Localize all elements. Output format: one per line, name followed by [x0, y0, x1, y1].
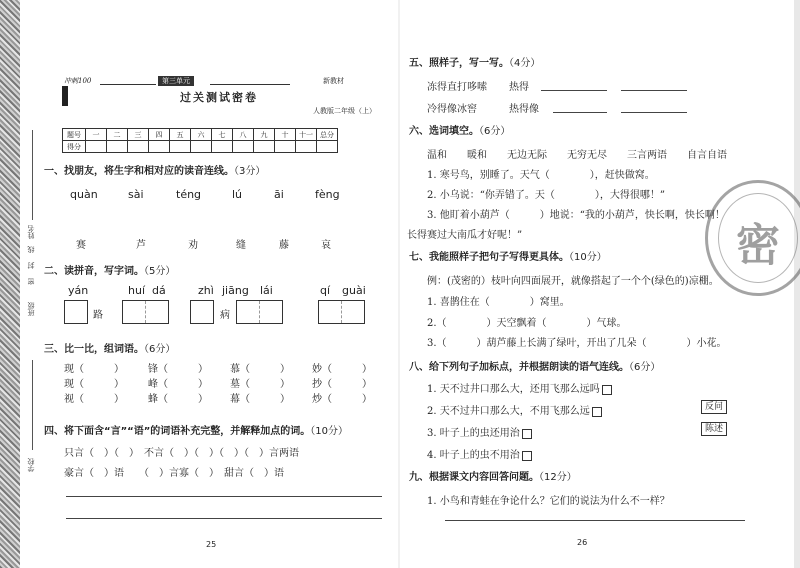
pinyin-hui: huí: [128, 284, 145, 297]
punctuation-box[interactable]: [522, 451, 532, 461]
score-input-cell[interactable]: [170, 141, 191, 153]
pinyin-yan: yán: [68, 284, 89, 297]
page-number-right: 26: [577, 538, 588, 547]
score-input-cell[interactable]: [128, 141, 149, 153]
tone-rhetorical[interactable]: 反问: [701, 400, 727, 414]
secret-stamp: [705, 180, 800, 296]
question-2-title: [44, 262, 175, 277]
question-2-text: 二、读拼音，写字词。: [44, 266, 144, 277]
example-2: 冷得像冰窖: [427, 104, 477, 115]
edition-label: 新教材: [323, 77, 344, 85]
score-input-cell[interactable]: [107, 141, 128, 153]
brand-label: 冲刺100: [64, 77, 92, 85]
binding-info: [22, 0, 40, 568]
punctuation-box[interactable]: [592, 407, 602, 417]
unit-badge: 第三单元: [158, 76, 194, 86]
pinyin-quan: quàn: [70, 188, 98, 201]
writing-grid-3[interactable]: [190, 300, 214, 324]
score-table-score-row: [63, 141, 338, 153]
writing-grid-5[interactable]: [318, 300, 365, 324]
score-input-cell[interactable]: [191, 141, 212, 153]
prompt-1: 热得: [509, 82, 529, 93]
punct-text: 3. 叶子上的虫还用治: [427, 428, 520, 439]
question-7-title: [409, 248, 607, 263]
question-4-title: [44, 422, 348, 437]
score-cell: 一: [86, 129, 107, 141]
xian-label: 线: [27, 246, 35, 253]
writing-grid-2[interactable]: [122, 300, 169, 324]
score-table-header-row: [63, 129, 338, 141]
compare-group-3: [230, 362, 290, 407]
page-fold: [398, 0, 400, 568]
answer-line[interactable]: [553, 112, 607, 113]
score-input-cell[interactable]: [275, 141, 296, 153]
exam-title: 过关测试密卷: [180, 91, 258, 104]
fill-sentence-1: 1. 寒号鸟，别睡了。天气（ ），赶快做窝。: [427, 170, 655, 181]
score-input-cell[interactable]: [149, 141, 170, 153]
question-8-text: 八、给下列句子加标点，并根据朗读的语气连线。: [409, 362, 629, 373]
example-1: 冻得直打哆嗦: [427, 82, 487, 93]
char-ai: 哀: [321, 240, 331, 251]
question-6-score: （6分）: [479, 126, 511, 137]
expand-sentence-1: 1. 喜鹊住在（ ）窝里。: [427, 297, 570, 308]
answer-line[interactable]: [621, 90, 687, 91]
school-line: [32, 360, 33, 450]
expand-sentence-3: 3.（ ）葫芦藤上长满了绿叶，开出了几朵（ ）小花。: [427, 338, 727, 349]
compare-item: 慕（ ）: [230, 364, 290, 375]
pinyin-sai: sài: [128, 188, 144, 201]
tone-declarative[interactable]: 陈述: [701, 422, 727, 436]
page-number-left: 25: [206, 540, 217, 549]
question-4-text: 四、将下面含“言”“语”的词语补充完整，并解释加点的词。: [44, 426, 311, 437]
pinyin-jiang: jiāng: [222, 284, 249, 297]
compare-item: 现（ ）: [64, 379, 124, 390]
pinyin-ai: āi: [274, 188, 284, 201]
question-7-text: 七、我能照样子把句子写得更具体。: [409, 252, 569, 263]
char-lu: 芦: [136, 240, 146, 251]
stamp-glyph: 密: [736, 220, 780, 271]
score-input-cell[interactable]: [254, 141, 275, 153]
question-5-title: [409, 54, 540, 69]
writing-grid-4[interactable]: [236, 300, 283, 324]
word-bank: 温和 暖和 无边无际 无穷无尽 三言两语 自言自语: [427, 150, 727, 161]
feng-label: 封: [27, 262, 35, 269]
compare-item: 炒（ ）: [312, 394, 372, 405]
score-table: [62, 128, 338, 153]
punct-text: 2. 天不过井口那么大，不用飞那么远: [427, 406, 590, 417]
fill-sentence-3: 3. 他盯着小葫芦（ ）地说：“我的小葫芦，快长啊，快长啊！: [427, 210, 725, 221]
score-cell: 得分: [63, 141, 86, 153]
pinyin-feng: fèng: [315, 188, 340, 201]
score-input-cell[interactable]: [233, 141, 254, 153]
score-input-cell[interactable]: [86, 141, 107, 153]
score-cell: 十: [275, 129, 296, 141]
writing-grid-1[interactable]: [64, 300, 88, 324]
question-9-title: [409, 468, 577, 483]
question-8-score: （6分）: [629, 362, 661, 373]
answer-line[interactable]: [66, 496, 382, 497]
question-5-text: 五、照样子，写一写。: [409, 58, 509, 69]
answer-question-1: 1. 小鸟和青蛙在争论什么？它们的说法为什么不一样？: [427, 496, 670, 507]
question-7-score: （10分）: [569, 252, 607, 263]
compare-item: 锋（ ）: [148, 364, 208, 375]
punct-sentence-2: [427, 402, 602, 417]
score-input-cell[interactable]: [212, 141, 233, 153]
punctuation-box[interactable]: [522, 429, 532, 439]
compare-item: 峰（ ）: [148, 379, 208, 390]
prompt-2: 热得像: [509, 104, 539, 115]
compare-item: 幕（ ）: [230, 394, 290, 405]
answer-line[interactable]: [66, 518, 382, 519]
pinyin-lai: lái: [260, 284, 273, 297]
score-cell: 题号: [63, 129, 86, 141]
question-4-score: （10分）: [310, 426, 349, 437]
question-6-title: [409, 122, 510, 137]
punctuation-box[interactable]: [602, 385, 612, 395]
compare-group-2: [148, 362, 208, 407]
score-input-cell[interactable]: [296, 141, 317, 153]
compare-item: 现（ ）: [64, 364, 124, 375]
char-feng: 缝: [236, 240, 246, 251]
school-label: 学校: [27, 458, 35, 472]
expand-example: 例：(茂密的）枝叶向四面展开，就像搭起了一个个(绿色的)凉棚。: [427, 276, 719, 287]
answer-line[interactable]: [541, 90, 607, 91]
punct-sentence-1: [427, 380, 612, 395]
score-cell: 四: [149, 129, 170, 141]
idiom-line-2: 豪言（ ）语 （ ）言寡（ ） 甜言（ ）语: [64, 468, 284, 479]
header-rule-mid: [210, 84, 290, 85]
question-5-score: （4分）: [509, 58, 541, 69]
char-teng: 藤: [279, 240, 289, 251]
pinyin-lu: lú: [232, 188, 243, 201]
compare-group-1: [64, 362, 124, 407]
question-9-score: （12分）: [539, 472, 577, 483]
binding-edge: [0, 0, 20, 568]
suffix-bing: 病: [220, 310, 230, 321]
page-edge: [794, 0, 800, 568]
question-3-score: （6分）: [144, 344, 176, 355]
class-label: 班级: [27, 302, 35, 316]
grade-label: 人教版二年级（上）: [313, 107, 376, 115]
name-label: 姓名: [27, 225, 35, 239]
score-cell: 十一: [296, 129, 317, 141]
score-cell: 八: [233, 129, 254, 141]
compare-item: 视（ ）: [64, 394, 124, 405]
mi-label: 密: [27, 278, 35, 285]
fill-sentence-3-cont: 长得赛过大南瓜才好呢！”: [407, 230, 523, 241]
idiom-line-1: 只言（ ）（ ） 不言（ ）（ ）（ ）（ ）言两语: [64, 448, 299, 459]
compare-item: 妙（ ）: [312, 364, 372, 375]
punct-sentence-3: [427, 424, 532, 439]
char-quan: 劝: [188, 240, 198, 251]
expand-sentence-2: 2.（ ）天空飘着（ ）气球。: [427, 318, 627, 329]
compare-item: 蜂（ ）: [148, 394, 208, 405]
compare-group-4: [312, 362, 372, 407]
question-6-text: 六、选词填空。: [409, 126, 479, 137]
question-1-title: [44, 162, 265, 177]
question-1-score: （3分）: [234, 166, 266, 177]
question-3-text: 三、比一比，组词语。: [44, 344, 144, 355]
pinyin-qi: qí: [320, 284, 331, 297]
question-9-text: 九、根据课文内容回答问题。: [409, 472, 539, 483]
right-page: [405, 0, 775, 568]
header-rule-left: [100, 84, 156, 85]
punct-text: 1. 天不过井口那么大，还用飞那么远吗: [427, 384, 600, 395]
compare-item: 墓（ ）: [230, 379, 290, 390]
left-page: [40, 0, 395, 568]
question-2-score: （5分）: [144, 266, 176, 277]
punct-text: 4. 叶子上的虫不用治: [427, 450, 520, 461]
score-cell: 五: [170, 129, 191, 141]
suffix-lu: 路: [93, 310, 103, 321]
pinyin-da: dá: [152, 284, 166, 297]
score-cell: 六: [191, 129, 212, 141]
pinyin-zhi: zhì: [198, 284, 214, 297]
question-3-title: [44, 340, 175, 355]
question-1-text: 一、找朋友，将生字和相对应的读音连线。: [44, 166, 234, 177]
answer-line[interactable]: [621, 112, 687, 113]
question-8-title: [409, 358, 660, 373]
score-cell: 三: [128, 129, 149, 141]
punct-sentence-4: [427, 446, 532, 461]
fill-sentence-2: 2. 小乌说：“你弄错了。天（ ），大得很哪！”: [427, 190, 665, 201]
answer-line[interactable]: [445, 520, 745, 521]
score-cell: 七: [212, 129, 233, 141]
exam-header: [60, 76, 378, 115]
compare-item: 抄（ ）: [312, 379, 372, 390]
score-cell: 九: [254, 129, 275, 141]
pinyin-teng: téng: [176, 188, 202, 201]
score-input-cell[interactable]: [317, 141, 338, 153]
name-line: [32, 130, 33, 220]
score-cell: 二: [107, 129, 128, 141]
pinyin-guai: guài: [342, 284, 366, 297]
score-cell: 总分: [317, 129, 338, 141]
char-sai: 赛: [76, 240, 86, 251]
